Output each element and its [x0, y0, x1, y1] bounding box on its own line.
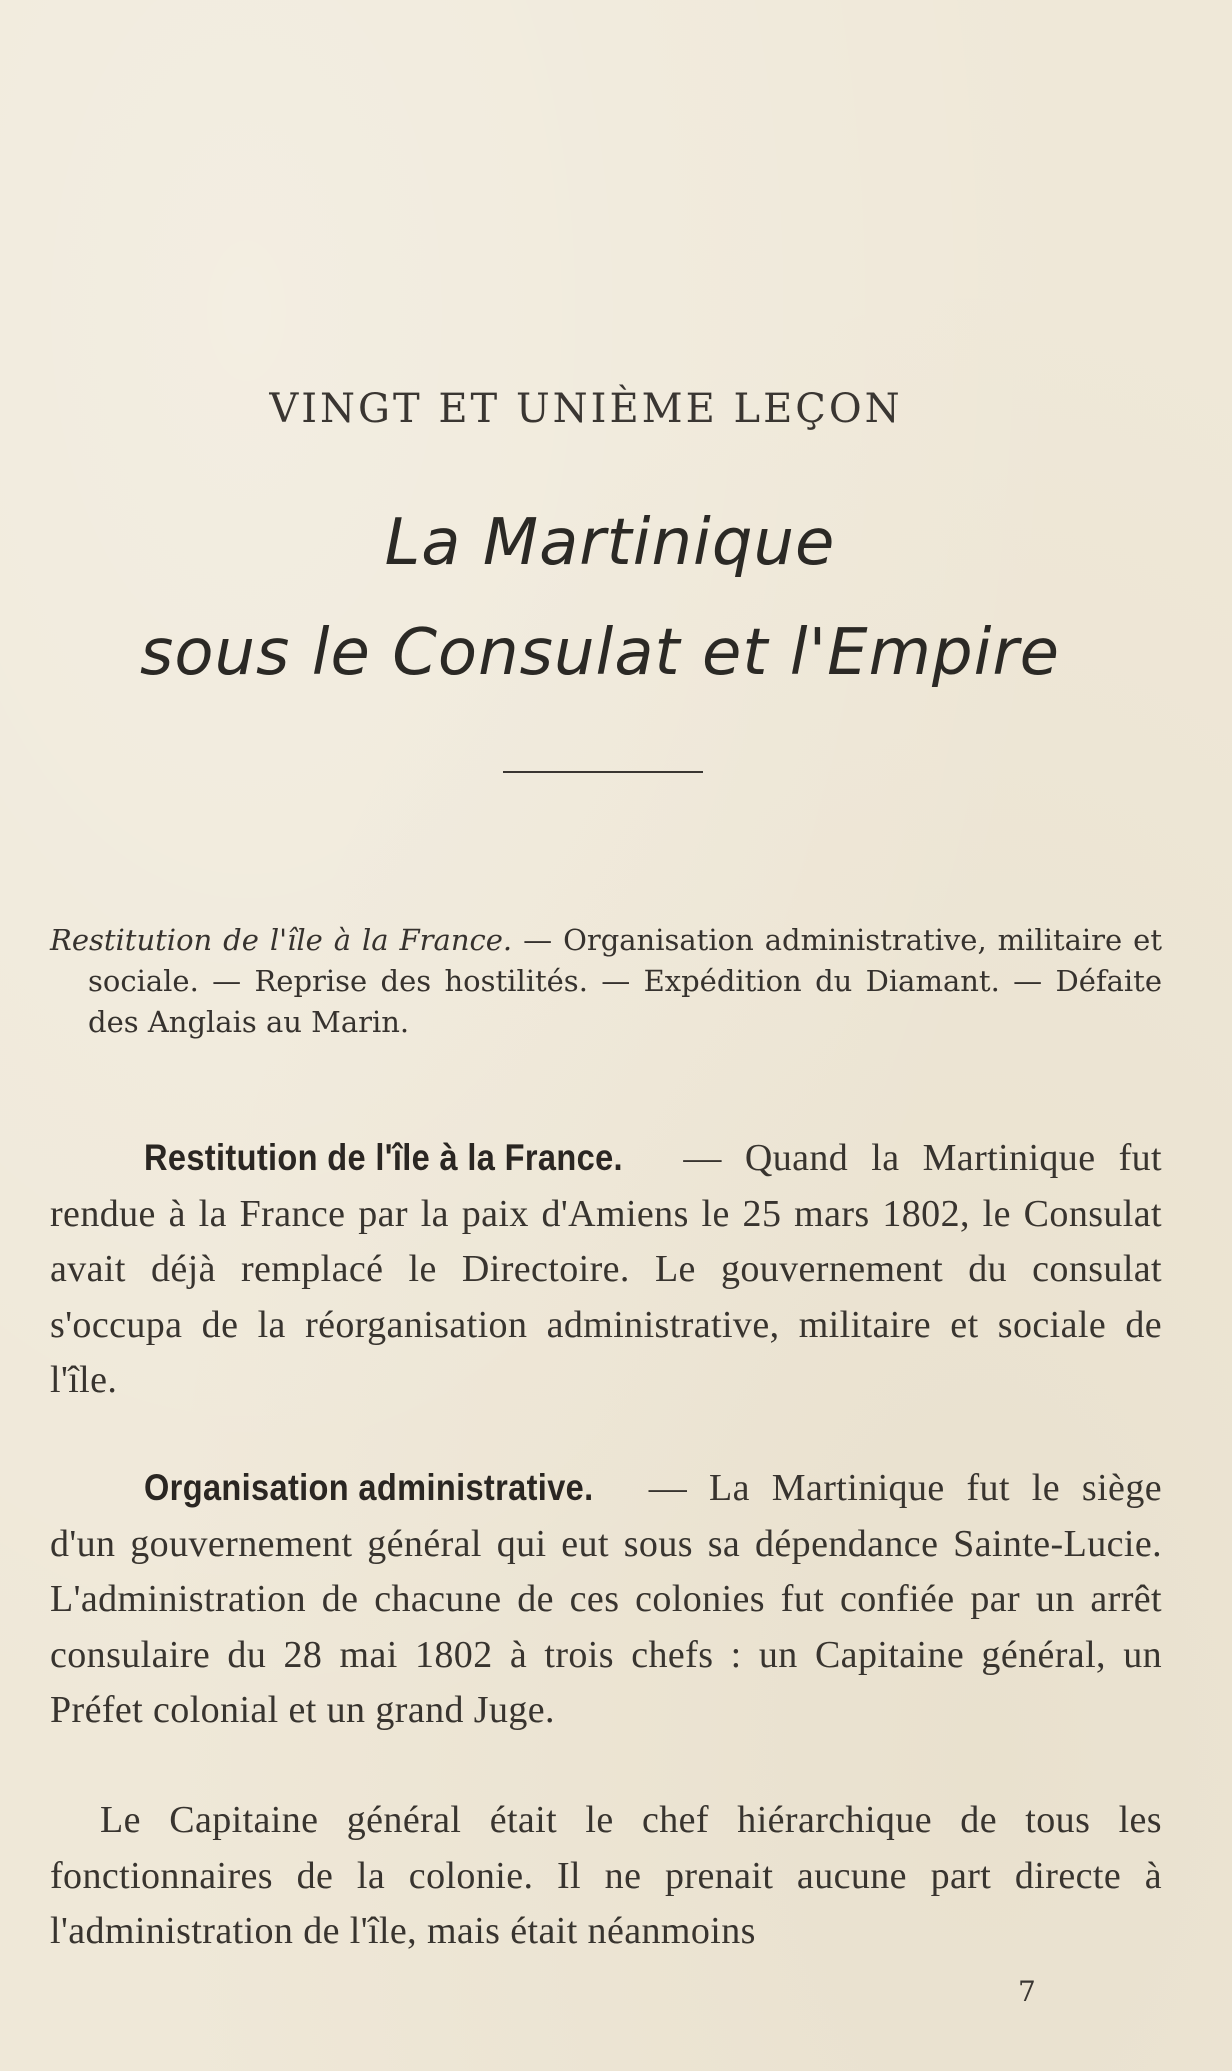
chapter-title-line-1: La Martinique [384, 506, 836, 580]
chapter-title-line-2: sous le Consulat et l'Empire [139, 616, 1061, 690]
chapter-summary [50, 920, 1162, 1043]
page-number: 7 [1018, 1975, 1036, 2008]
paragraph-heading: Restitution de l'île à la France. [144, 1137, 623, 1178]
paragraph-heading: Organisation administrative. [144, 1467, 594, 1508]
summary-lead: Restitution de l'île à la France. [50, 923, 513, 957]
summary-rest: — Organisation administrative, militaire et sociale. — Reprise des hostilités. — Expédition du Diamant. — Défaite des Anglais au Marin. [88, 923, 1162, 1039]
paragraph-text: — Quand la Martinique fut rendue à la France par la paix d'Amiens le 25 mars 1802, le Consulat avait déjà remplacé le Directoire. Le gouvernement du consulat s'occupa de la réorganisation administrative, militaire et sociale de l'île. [50, 1137, 1162, 1401]
lesson-heading: VINGT ET UNIÈME LEÇON [269, 386, 903, 432]
paragraph-text: — La Martinique fut le siège d'un gouvernement général qui eut sous sa dépendance Sainte-Lucie. L'administration de chacune de ces colonies fut confiée par un arrêt consulaire du 28 mai 1802 à trois chefs : un Capitaine général, un Préfet colonial et un grand Juge. [50, 1467, 1162, 1731]
title-divider [503, 771, 703, 773]
paragraph-organisation [50, 1460, 1162, 1739]
paragraph-restitution [50, 1130, 1162, 1409]
paragraph-capitaine [50, 1793, 1162, 1960]
paragraph-text: Le Capitaine général était le chef hiérarchique de tous les fonctionnaires de la colonie. Il ne prenait aucune part directe à l'administration de l'île, mais était néanmoins [50, 1799, 1162, 1952]
